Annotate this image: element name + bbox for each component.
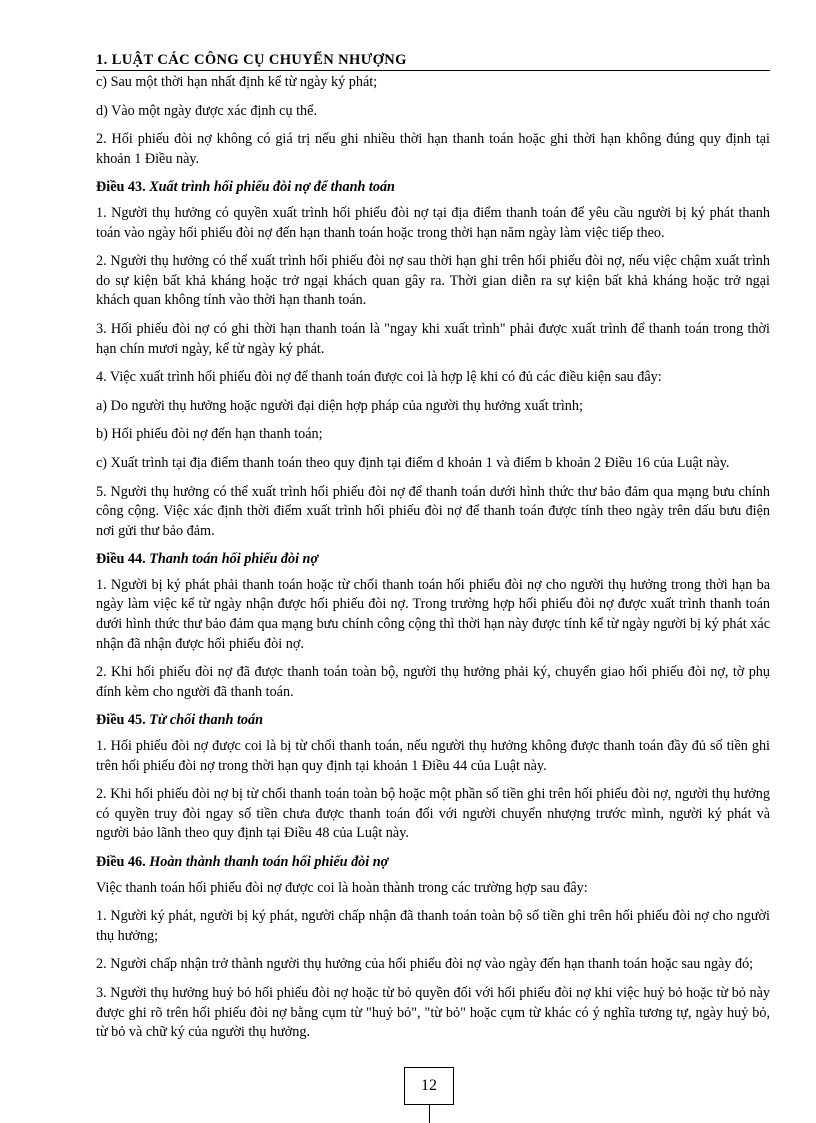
paragraph: 1. Người bị ký phát phải thanh toán hoặc từ chối thanh toán hối phiếu đòi nợ cho người thụ hưởng trong thời hạn ba ngày làm việc kể từ ngày nhận được hối phiếu đòi nợ. Trong trường hợp hối phiếu đòi nợ được xuất trình thanh toán dưới hình thức thư bảo đảm qua mạng bưu chính công cộng thì thời hạn này được tính kể từ ngày người bị ký phát xác nhận đã nhận được hối phiếu đòi nợ.	[96, 576, 770, 652]
paragraph: 2. Khi hối phiếu đòi nợ bị từ chối thanh toán toàn bộ hoặc một phần số tiền ghi trên hối phiếu đòi nợ, người thụ hưởng có quyền truy đòi ngay số tiền chưa được thanh toán đối với người chuyển nhượng trước mình, người ký phát và người bảo lãnh theo quy định tại Điều 48 của Luật này.	[96, 786, 770, 842]
paragraph: b) Hối phiếu đòi nợ đến hạn thanh toán;	[96, 426, 323, 443]
section-header: 1. LUẬT CÁC CÔNG CỤ CHUYỂN NHƯỢNG	[96, 52, 770, 71]
article-number: Điều 44.	[96, 551, 146, 568]
paragraph: Việc thanh toán hối phiếu đòi nợ được coi là hoàn thành trong các trường hợp sau đây:	[96, 879, 588, 896]
article-43-heading	[96, 178, 770, 198]
paragraph: 1. Hối phiếu đòi nợ được coi là bị từ chối thanh toán, nếu người thụ hưởng không được thanh toán đầy đủ số tiền ghi trên hối phiếu đòi nợ trong thời hạn quy định tại khoản 1 Điều 44 của Luật này.	[96, 738, 770, 774]
paragraph: 1. Người ký phát, người bị ký phát, người chấp nhận đã thanh toán toàn bộ số tiền ghi trên hối phiếu đòi nợ cho người thụ hưởng;	[96, 908, 770, 944]
article-45-heading	[96, 711, 770, 731]
paragraph: c) Sau một thời hạn nhất định kể từ ngày ký phát;	[96, 74, 378, 90]
paragraph: d) Vào một ngày được xác định cụ thể.	[96, 102, 317, 119]
paragraph: 1. Người thụ hưởng có quyền xuất trình hối phiếu đòi nợ tại địa điểm thanh toán để yêu cầu người bị ký phát thanh toán vào ngày hối phiếu đòi nợ đến hạn thanh toán hoặc trong thời hạn năm ngày làm việc tiếp theo.	[96, 204, 770, 241]
article-title: Thanh toán hối phiếu đòi nợ	[149, 551, 319, 568]
document-body	[96, 73, 770, 1052]
paragraph: 2. Người thụ hưởng có thể xuất trình hối phiếu đòi nợ sau thời hạn ghi trên hối phiếu đòi nợ, nếu việc chậm xuất trình do sự kiện bất khả kháng hoặc trở ngại khách quan gây ra. Thời gian diễn ra sự kiện bất khả kháng hoặc trở ngại khách quan không tính vào thời hạn thanh toán.	[96, 253, 770, 309]
paragraph: 2. Hối phiếu đòi nợ không có giá trị nếu ghi nhiều thời hạn thanh toán hoặc ghi thời hạn không đúng quy định tại khoản 1 Điều này.	[96, 131, 770, 167]
article-title: Từ chối thanh toán	[149, 712, 263, 729]
article-number: Điều 46.	[96, 854, 146, 870]
paragraph: 2. Khi hối phiếu đòi nợ đã được thanh toán toàn bộ, người thụ hưởng phải ký, chuyển giao hối phiếu đòi nợ, tờ phụ đính kèm cho người đã thanh toán.	[96, 664, 770, 700]
paragraph: 3. Hối phiếu đòi nợ có ghi thời hạn thanh toán là "ngay khi xuất trình" phải được xuất trình để thanh toán trong thời hạn chín mươi ngày, kể từ ngày ký phát.	[96, 320, 770, 357]
paragraph: a) Do người thụ hưởng hoặc người đại diện hợp pháp của người thụ hưởng xuất trình;	[96, 397, 583, 414]
paragraph: 2. Người chấp nhận trở thành người thụ hưởng của hối phiếu đòi nợ vào ngày đến hạn thanh toán hoặc sau ngày đó;	[96, 956, 754, 973]
article-number: Điều 43.	[96, 179, 146, 196]
page-number-connector	[429, 1105, 430, 1123]
article-number: Điều 45.	[96, 712, 146, 729]
page-number-box	[404, 1067, 454, 1105]
article-46-heading	[96, 853, 770, 873]
article-title: Xuất trình hối phiếu đòi nợ để thanh toán	[149, 179, 395, 196]
paragraph: c) Xuất trình tại địa điểm thanh toán theo quy định tại điểm d khoản 1 và điểm b khoản 2 Điều 16 của Luật này.	[96, 454, 730, 471]
paragraph: 5. Người thụ hưởng có thể xuất trình hối phiếu đòi nợ để thanh toán dưới hình thức thư bảo đảm qua mạng bưu chính công cộng. Việc xác định thời điểm xuất trình hối phiếu đòi nợ để thanh toán được tính theo ngày trên dấu bưu điện nơi gửi thư bảo đảm.	[96, 483, 770, 539]
page-number: 12	[421, 1077, 437, 1094]
paragraph: 3. Người thụ hưởng huỷ bỏ hối phiếu đòi nợ hoặc từ bỏ quyền đối với hối phiếu đòi nợ khi việc huỷ bỏ hoặc từ bỏ này được ghi rõ trên hối phiếu đòi nợ bằng cụm từ "huỷ bỏ", "từ bỏ" hoặc cụm từ khác có ý nghĩa tương tự, ngày huỷ bỏ, từ bỏ và chữ ký của người thụ hưởng.	[96, 984, 770, 1041]
article-44-heading	[96, 550, 770, 570]
paragraph: 4. Việc xuất trình hối phiếu đòi nợ để thanh toán được coi là hợp lệ khi có đủ các điều kiện sau đây:	[96, 369, 662, 386]
article-title: Hoàn thành thanh toán hối phiếu đòi nợ	[149, 854, 389, 870]
